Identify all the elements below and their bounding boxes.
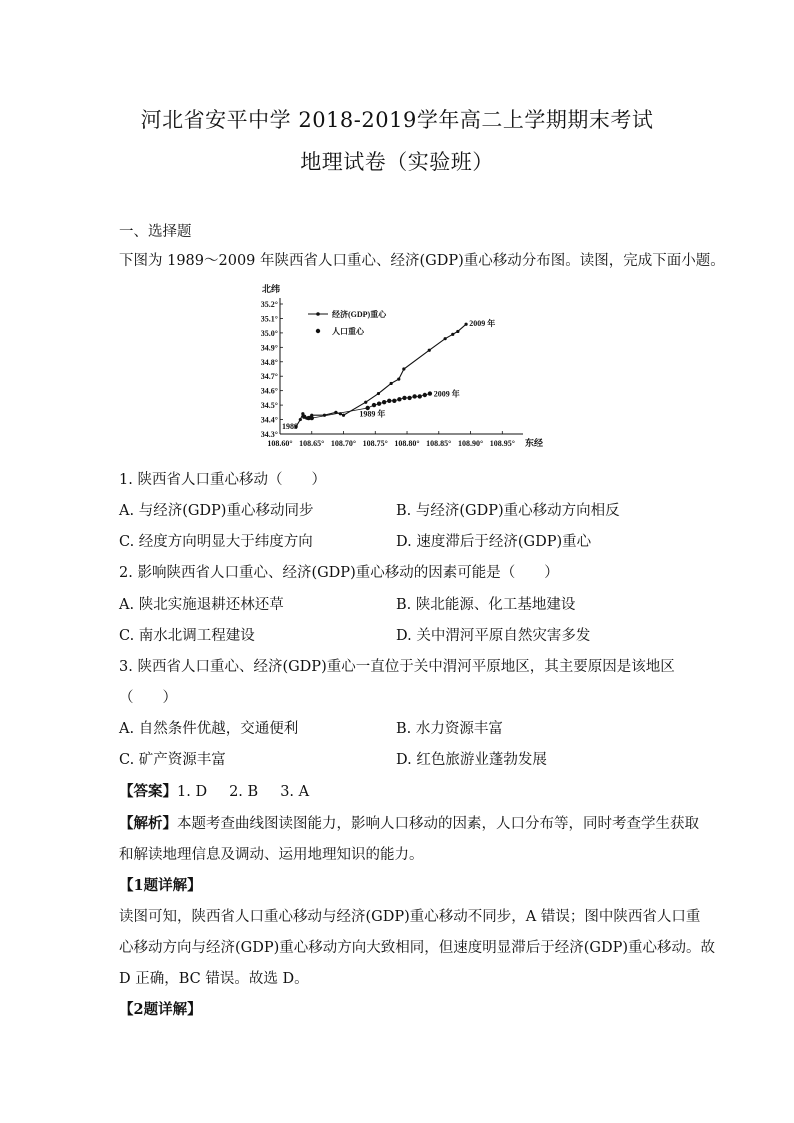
series-gdp-point bbox=[364, 401, 367, 404]
q1-option-d: D. 速度滞后于经济(GDP)重心 bbox=[396, 534, 592, 550]
series-population-point bbox=[412, 394, 416, 398]
y-tick-label: 34.4° bbox=[260, 415, 278, 425]
x-tick-label: 108.70° bbox=[330, 439, 357, 448]
detail-1-line-1: 读图可知，陕西省人口重心移动与经济(GDP)重心移动不同步，A 错误；图中陕西省人口重 bbox=[119, 909, 701, 925]
series-population-point bbox=[402, 396, 406, 400]
legend-gdp-marker bbox=[316, 312, 320, 316]
series-gdp-point bbox=[428, 349, 431, 352]
x-tick-label: 108.95° bbox=[489, 439, 515, 448]
q3-option-b: B. 水力资源丰富 bbox=[396, 721, 503, 737]
series-gdp-point bbox=[464, 323, 467, 326]
q1-option-b: B. 与经济(GDP)重心移动方向相反 bbox=[396, 503, 620, 519]
detail-1-heading: 【1题详解】 bbox=[119, 877, 202, 894]
series-gdp-point bbox=[390, 382, 393, 385]
q1-option-c: C. 经度方向明显大于纬度方向 bbox=[119, 534, 313, 550]
x-tick-label: 108.85° bbox=[426, 439, 452, 448]
q3-option-c: C. 矿产资源丰富 bbox=[119, 752, 226, 768]
question-1-stem: 1. 陕西省人口重心移动（ ） bbox=[119, 472, 326, 488]
series-population-point bbox=[423, 393, 427, 397]
chart-legend bbox=[308, 309, 387, 336]
analysis-line-2: 和解读地理信息及调动、运用地理知识的能力。 bbox=[119, 847, 424, 863]
document-title: 河北省安平中学 2018-2019学年高二上学期期末考试 bbox=[140, 108, 654, 132]
document-subtitle: 地理试卷（实验班） bbox=[300, 150, 494, 174]
y-tick-label: 34.5° bbox=[260, 401, 278, 411]
series-population-point bbox=[377, 401, 381, 405]
series-population-point bbox=[397, 397, 401, 401]
y-axis-title: 北纬 bbox=[262, 284, 281, 294]
x-tick-label: 108.80° bbox=[394, 439, 420, 448]
series-population-point bbox=[407, 396, 411, 400]
analysis-text: 本题考查曲线图读图能力，影响人口移动的因素，人口分布等，同时考查学生获取 bbox=[177, 816, 699, 832]
legend-gdp-label: 经济(GDP)重心 bbox=[332, 310, 387, 319]
q2-option-c: C. 南水北调工程建设 bbox=[119, 628, 255, 644]
series-population-point bbox=[392, 399, 396, 403]
answer-items bbox=[177, 784, 331, 800]
series-population-point bbox=[372, 403, 376, 407]
series-population-point bbox=[428, 391, 432, 395]
chart-annotations bbox=[282, 318, 495, 431]
answer-item: 1. D bbox=[177, 784, 208, 800]
series-population-point bbox=[310, 416, 314, 420]
q2-option-a: A. 陕北实施退耕还林还草 bbox=[119, 597, 284, 613]
x-tick-label: 108.65° bbox=[299, 439, 325, 448]
detail-1-line-2: 心移动方向与经济(GDP)重心移动方向大致相同，但速度明显滞后于经济(GDP)重心移动。故 bbox=[119, 940, 716, 956]
q2-option-d: D. 关中渭河平原自然灾害多发 bbox=[396, 628, 591, 644]
analysis-label: 【解析】 bbox=[119, 815, 177, 832]
answer-line bbox=[119, 780, 331, 801]
x-axis-title: 东经 bbox=[525, 438, 544, 448]
question-3-stem-cont: （ ） bbox=[119, 690, 177, 706]
center-of-gravity-chart bbox=[250, 282, 550, 454]
series-gdp-point bbox=[377, 392, 380, 395]
series-gdp-point bbox=[397, 378, 400, 381]
annotation-1989-gdp: 1989 bbox=[282, 421, 298, 431]
detail-1-line-3: D 正确，BC 错误。故选 D。 bbox=[119, 971, 309, 987]
y-tick-label: 34.3° bbox=[260, 430, 278, 439]
series-population-point bbox=[382, 400, 386, 404]
series-population-point bbox=[302, 414, 306, 418]
answer-item: 3. A bbox=[280, 784, 310, 800]
chart-axes bbox=[262, 283, 543, 448]
y-tick-label: 34.6° bbox=[260, 386, 278, 396]
question-3-stem: 3. 陕西省人口重心、经济(GDP)重心一直位于关中渭河平原地区，其主要原因是该地区 bbox=[119, 659, 675, 675]
series-population-point bbox=[418, 394, 422, 398]
y-tick-label: 35.2° bbox=[260, 300, 278, 309]
y-tick-label: 34.7° bbox=[260, 372, 278, 382]
q3-option-d: D. 红色旅游业蓬勃发展 bbox=[396, 752, 547, 768]
y-tick-label: 35.0° bbox=[260, 328, 278, 338]
annotation-1989-population: 1989 年 bbox=[359, 409, 386, 419]
x-tick-label: 108.75° bbox=[362, 439, 388, 448]
analysis-line-1 bbox=[119, 812, 699, 833]
series-population-point bbox=[387, 399, 391, 403]
detail-2-heading: 【2题详解】 bbox=[119, 1001, 202, 1018]
legend-population-marker bbox=[316, 329, 320, 333]
q2-option-b: B. 陕北能源、化工基地建设 bbox=[396, 597, 576, 613]
answer-item: 2. B bbox=[229, 784, 259, 800]
annotation-2009-population: 2009 年 bbox=[433, 389, 460, 399]
y-tick-label: 34.9° bbox=[260, 343, 278, 353]
q1-option-a: A. 与经济(GDP)重心移动同步 bbox=[119, 503, 314, 519]
series-gdp-point bbox=[456, 330, 459, 333]
x-tick-label: 108.90° bbox=[457, 439, 484, 448]
legend-population-label: 人口重心 bbox=[332, 327, 364, 336]
q3-option-a: A. 自然条件优越，交通便利 bbox=[119, 721, 299, 737]
series-gdp-point bbox=[402, 367, 405, 370]
annotation-2009-gdp: 2009 年 bbox=[469, 318, 496, 328]
answer-label: 【答案】 bbox=[119, 783, 177, 800]
question-intro: 下图为 1989～2009 年陕西省人口重心、经济(GDP)重心移动分布图。读图，完成下面小题。 bbox=[119, 253, 725, 269]
series-gdp-point bbox=[342, 414, 345, 417]
series-gdp-point bbox=[451, 333, 454, 336]
question-2-stem: 2. 影响陕西省人口重心、经济(GDP)重心移动的因素可能是（ ） bbox=[119, 565, 559, 581]
section-heading: 一、选择题 bbox=[119, 224, 192, 240]
series-gdp-point bbox=[299, 418, 302, 421]
y-tick-label: 34.8° bbox=[260, 357, 278, 367]
x-tick-label: 108.60° bbox=[267, 439, 293, 448]
series-gdp-point bbox=[444, 337, 447, 340]
y-tick-label: 35.1° bbox=[260, 314, 278, 324]
